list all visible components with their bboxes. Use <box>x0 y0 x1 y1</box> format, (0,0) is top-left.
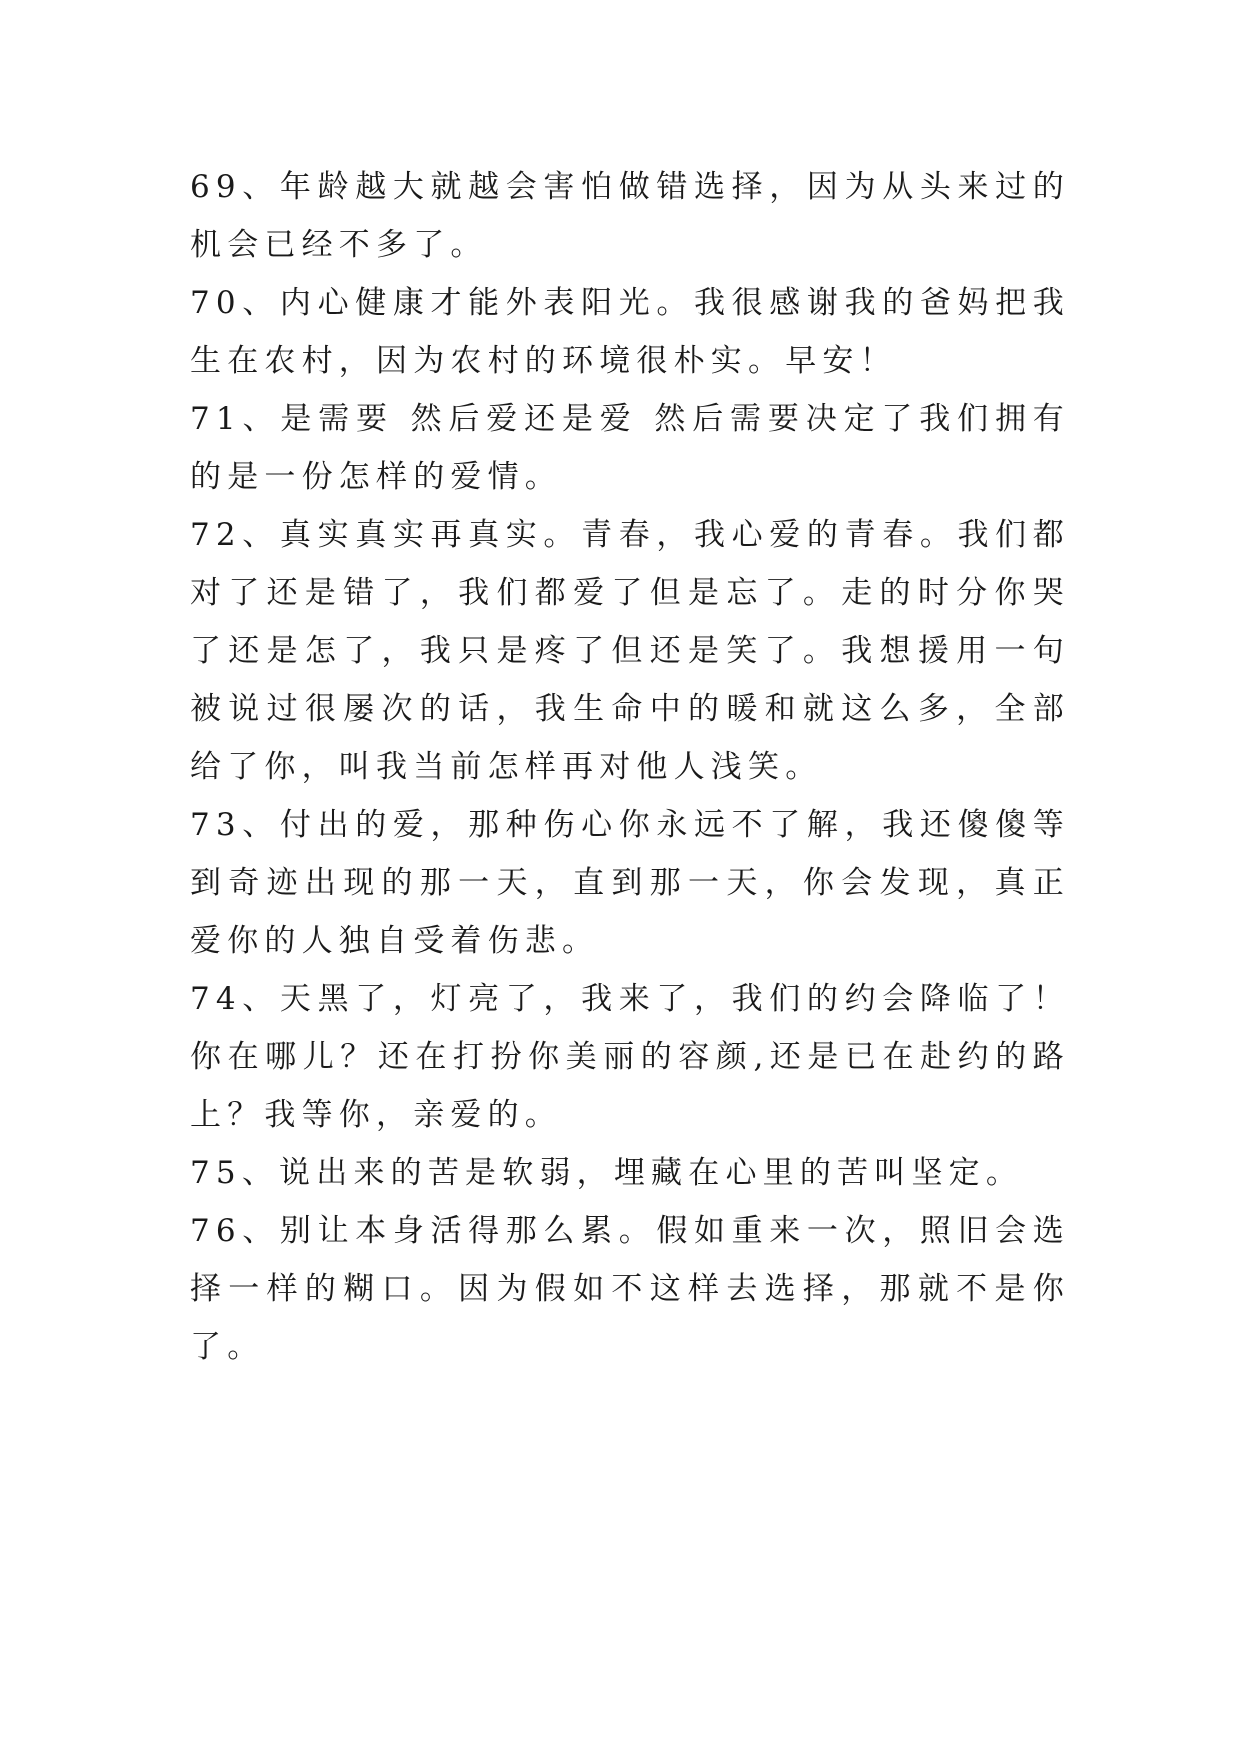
paragraph-71: 71、是需要 然后爱还是爱 然后需要决定了我们拥有的是一份怎样的爱情。 <box>190 401 1070 495</box>
document-body <box>190 158 1070 1376</box>
paragraph-76: 76、别让本身活得那么累。假如重来一次，照旧会选择一样的糊口。因为假如不这样去选择，那就不是你了。 <box>190 1213 1070 1365</box>
paragraph-74: 74、天黑了，灯亮了，我来了，我们的约会降临了！你在哪儿？还在打扮你美丽的容颜,还是已在赴约的路上？我等你，亲爱的。 <box>190 981 1070 1133</box>
paragraph-72: 72、真实真实再真实。青春，我心爱的青春。我们都对了还是错了，我们都爱了但是忘了。走的时分你哭了还是怎了，我只是疼了但还是笑了。我想援用一句被说过很屡次的话，我生命中的暖和就这么多，全部给了你，叫我当前怎样再对他人浅笑。 <box>190 517 1070 785</box>
paragraph-70: 70、内心健康才能外表阳光。我很感谢我的爸妈把我生在农村，因为农村的环境很朴实。早安！ <box>190 285 1070 379</box>
paragraph-75: 75、说出来的苦是软弱，埋藏在心里的苦叫坚定。 <box>190 1155 1024 1191</box>
paragraph-69: 69、年龄越大就越会害怕做错选择，因为从头来过的机会已经不多了。 <box>190 169 1070 263</box>
paragraph-73: 73、付出的爱，那种伤心你永远不了解，我还傻傻等到奇迹出现的那一天，直到那一天，你会发现，真正爱你的人独自受着伤悲。 <box>190 807 1070 959</box>
